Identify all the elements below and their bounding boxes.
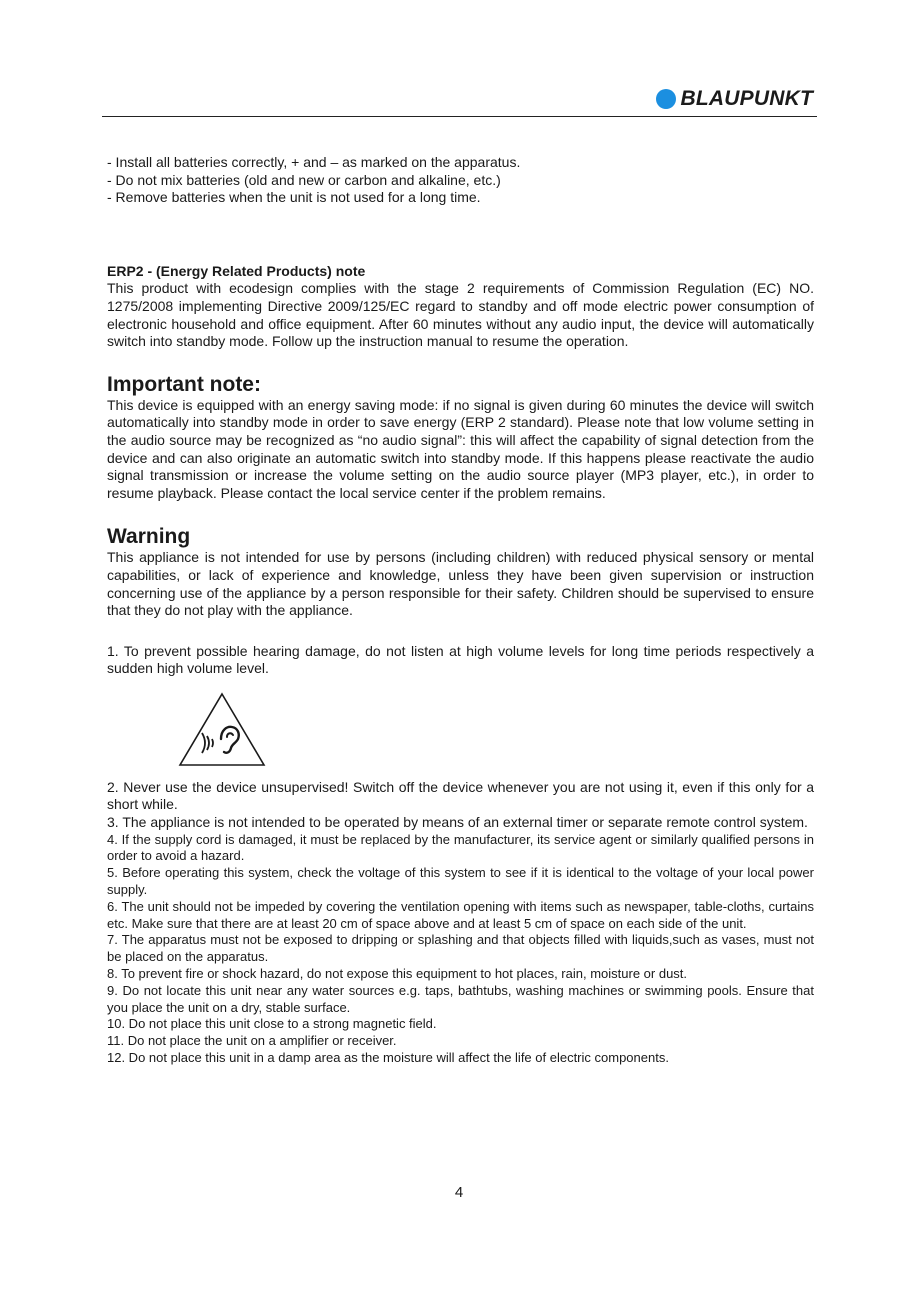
hearing-warning-icon [177,691,267,769]
list-item: 3. The appliance is not intended to be operated by means of an external timer or separate remote control system. [107,814,808,831]
logo-dot-icon [656,89,676,109]
list-item: 10. Do not place this unit close to a strong magnetic field. [107,1016,437,1032]
list-item: 5. Before operating this system, check the voltage of this system to see if it is identical to the voltage of your local power supply. [107,865,814,898]
list-item: 1. To prevent possible hearing damage, do not listen at high volume levels for long time periods respectively a sudden high volume level. [107,642,814,677]
page-content [107,154,814,1067]
page-number: 4 [454,1184,464,1201]
page-header [102,84,817,117]
list-item: 9. Do not locate this unit near any water sources e.g. taps, bathtubs, washing machines or swimming pools. Ensure that you place the unit on a dry, stable surface. [107,982,814,1015]
list-item: 4. If the supply cord is damaged, it must be replaced by the manufacturer, its service agent or similarly qualified persons in order to avoid a hazard. [107,831,814,864]
battery-notes [107,154,814,207]
list-item: 12. Do not place this unit in a damp area as the moisture will affect the life of electric components. [107,1050,669,1066]
erp-body: This product with ecodesign complies with the stage 2 requirements of Commission Regulation (EC) NO. 1275/2008 implementing Directive 2009/125/EC regard to standby and off mode electric power consumption of electronic household and office equipment. After 60 minutes without any audio input, the device will automatically switch into standby mode. Follow up the instruction manual to resume the operation. [107,280,814,350]
list-item: 6. The unit should not be impeded by covering the ventilation opening with items such as newspaper, table-cloths, curtains etc. Make sure that there are at least 20 cm of space above and at least 5 cm of space on each side of the unit. [107,898,814,931]
list-item: 8. To prevent fire or shock hazard, do not expose this equipment to hot places, rain, moisture or dust. [107,966,688,982]
battery-note: - Remove batteries when the unit is not used for a long time. [107,189,481,206]
important-body: This device is equipped with an energy saving mode: if no signal is given during 60 minutes the device will switch automatically into standby mode in order to save energy (ERP 2 standard). Please note that low volume setting in the audio source may be recognized as “no audio signal”: this will affect the capability of signal detection from the device and can also originate an automatic switch into standby mode. If this happens please reactivate the audio signal transmission or increase the volume setting on the audio source player (MP3 player, etc.), in order to resume playback. Please contact the local service center if the problem remains. [107,396,814,501]
warning-body: This appliance is not intended for use by persons (including children) with reduced physical sensory or mental capabilities, or lack of experience and knowledge, unless they have been given supervision or instruction concerning use of the appliance by a person responsible for their safety. Children should be supervised to ensure that they do not play with the appliance. [107,549,814,619]
brand-logo [656,87,813,111]
erp-title: ERP2 - (Energy Related Products) note [107,262,366,279]
list-item: 2. Never use the device unsupervised! Switch off the device whenever you are not using it, even if this only for a short while. [107,778,814,813]
battery-note: - Do not mix batteries (old and new or carbon and alkaline, etc.) [107,171,501,188]
warning-title: Warning [107,525,191,549]
list-item: 7. The apparatus must not be exposed to dripping or splashing and that objects filled with liquids,such as vases, must not be placed on the apparatus. [107,932,814,965]
list-item: 11. Do not place the unit on a amplifier or receiver. [107,1033,397,1049]
brand-name: BLAUPUNKT [680,87,813,110]
battery-note: - Install all batteries correctly, + and – as marked on the apparatus. [107,154,521,170]
important-title: Important note: [107,372,261,396]
